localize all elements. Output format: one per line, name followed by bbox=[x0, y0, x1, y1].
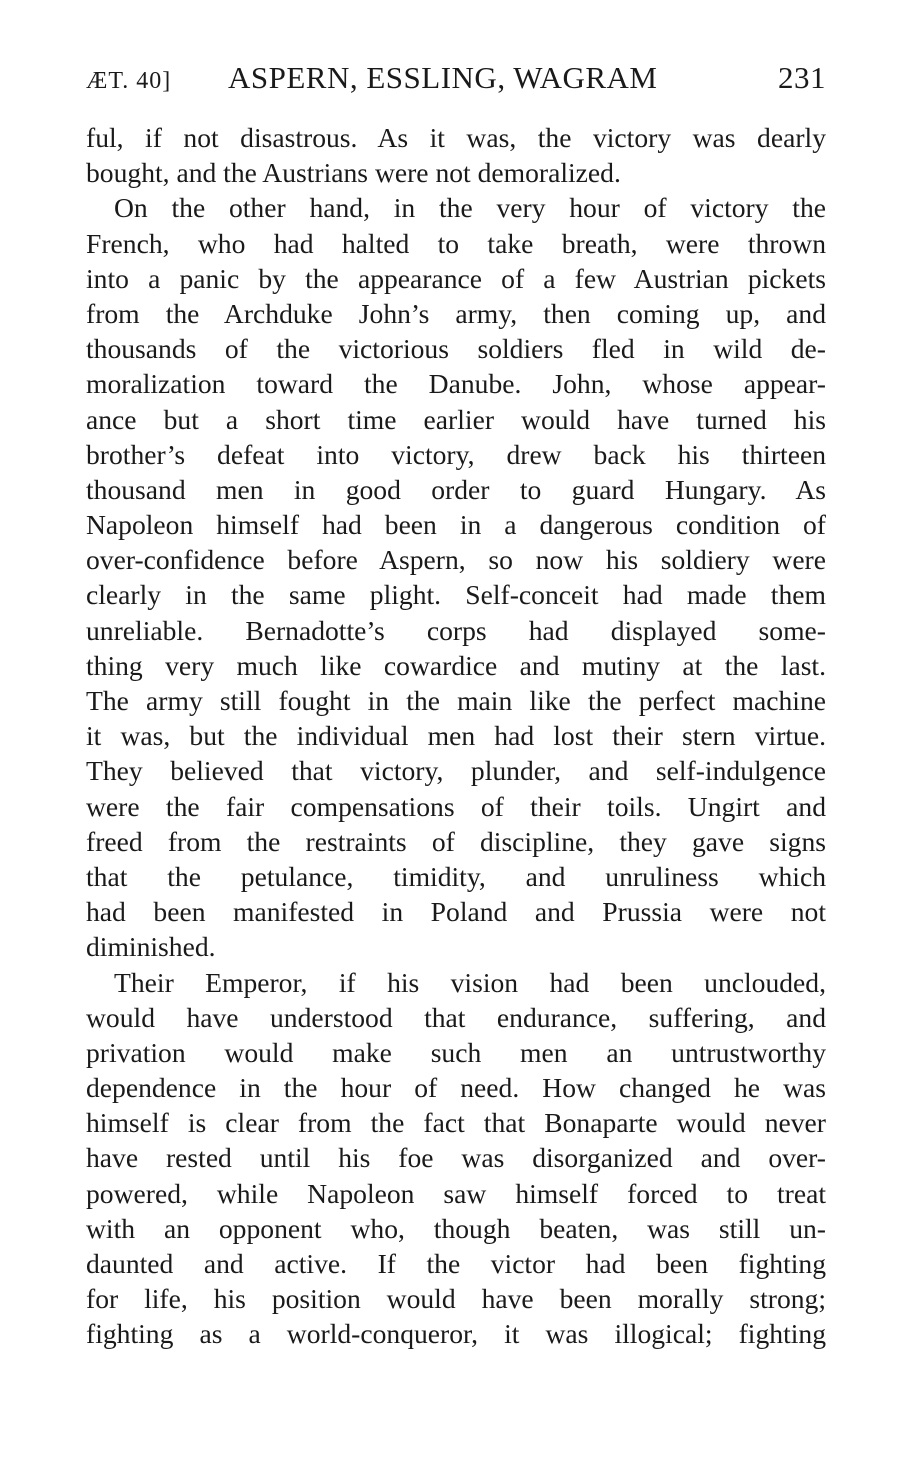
running-head bbox=[86, 58, 826, 98]
paragraph-2 bbox=[86, 190, 826, 964]
text-line: ance but a short time earlier would have turned his bbox=[86, 403, 826, 435]
paragraph-1 bbox=[86, 120, 826, 190]
text-line: would have understood that endurance, suffering, and bbox=[86, 1001, 826, 1033]
text-line: over-confidence before Aspern, so now his soldiery were bbox=[86, 544, 826, 576]
text-line: himself is clear from the fact that Bonaparte would never bbox=[86, 1107, 826, 1139]
text-line: privation would make such men an untrustworthy bbox=[86, 1036, 826, 1068]
text-line: were the fair compensations of their toils. Ungirt and bbox=[86, 790, 826, 822]
text-line: into a panic by the appearance of a few Austrian pickets bbox=[86, 262, 826, 294]
text-line: powered, while Napoleon saw himself forced to treat bbox=[86, 1177, 826, 1209]
text-line: it was, but the individual men had lost their stern virtue. bbox=[86, 720, 826, 752]
text-line: The army still fought in the main like the perfect machine bbox=[86, 685, 826, 716]
text-line: bought, and the Austrians were not demoralized. bbox=[86, 157, 621, 189]
text-line: that the petulance, timidity, and unruliness which bbox=[86, 860, 826, 892]
text-line: On the other hand, in the very hour of victory the bbox=[114, 192, 826, 224]
text-line: Their Emperor, if his vision had been unclouded, bbox=[114, 966, 826, 998]
text-line: thousands of the victorious soldiers fled in wild de- bbox=[86, 333, 826, 365]
text-line: unreliable. Bernadotte’s corps had displayed some- bbox=[86, 614, 826, 646]
text-line: diminished. bbox=[86, 931, 216, 963]
text-line: thousand men in good order to guard Hungary. As bbox=[86, 473, 826, 505]
text-line: They believed that victory, plunder, and self-indulgence bbox=[86, 755, 826, 787]
text-line: freed from the restraints of discipline, they gave signs bbox=[86, 825, 826, 857]
text-line: had been manifested in Poland and Prussia were not bbox=[86, 896, 826, 928]
text-line: from the Archduke John’s army, then coming up, and bbox=[86, 297, 826, 329]
running-head-title: ASPERN, ESSLING, WAGRAM bbox=[228, 60, 658, 95]
body-text bbox=[86, 120, 826, 1352]
running-head-age: ÆT. 40] bbox=[86, 68, 172, 94]
text-line: thing very much like cowardice and mutiny at the last. bbox=[86, 649, 826, 681]
paragraph-3 bbox=[86, 965, 826, 1352]
text-line: brother’s defeat into victory, drew back his thirteen bbox=[86, 438, 826, 470]
text-line: Napoleon himself had been in a dangerous condition of bbox=[86, 509, 826, 541]
text-line: with an opponent who, though beaten, was still un- bbox=[86, 1212, 826, 1244]
text-line: for life, his position would have been morally strong; bbox=[86, 1283, 826, 1315]
text-line: French, who had halted to take breath, were thrown bbox=[86, 227, 826, 259]
text-line: clearly in the same plight. Self-conceit had made them bbox=[86, 579, 826, 611]
text-line: fighting as a world-conqueror, it was illogical; fighting bbox=[86, 1318, 826, 1350]
text-line: dependence in the hour of need. How changed he was bbox=[86, 1072, 826, 1104]
text-line: moralization toward the Danube. John, whose appear- bbox=[86, 368, 826, 400]
text-line: have rested until his foe was disorganized and over- bbox=[86, 1142, 826, 1174]
text-line: ful, if not disastrous. As it was, the victory was dearly bbox=[86, 122, 826, 153]
text-line: daunted and active. If the victor had been fighting bbox=[86, 1248, 826, 1279]
page-number: 231 bbox=[778, 60, 826, 95]
